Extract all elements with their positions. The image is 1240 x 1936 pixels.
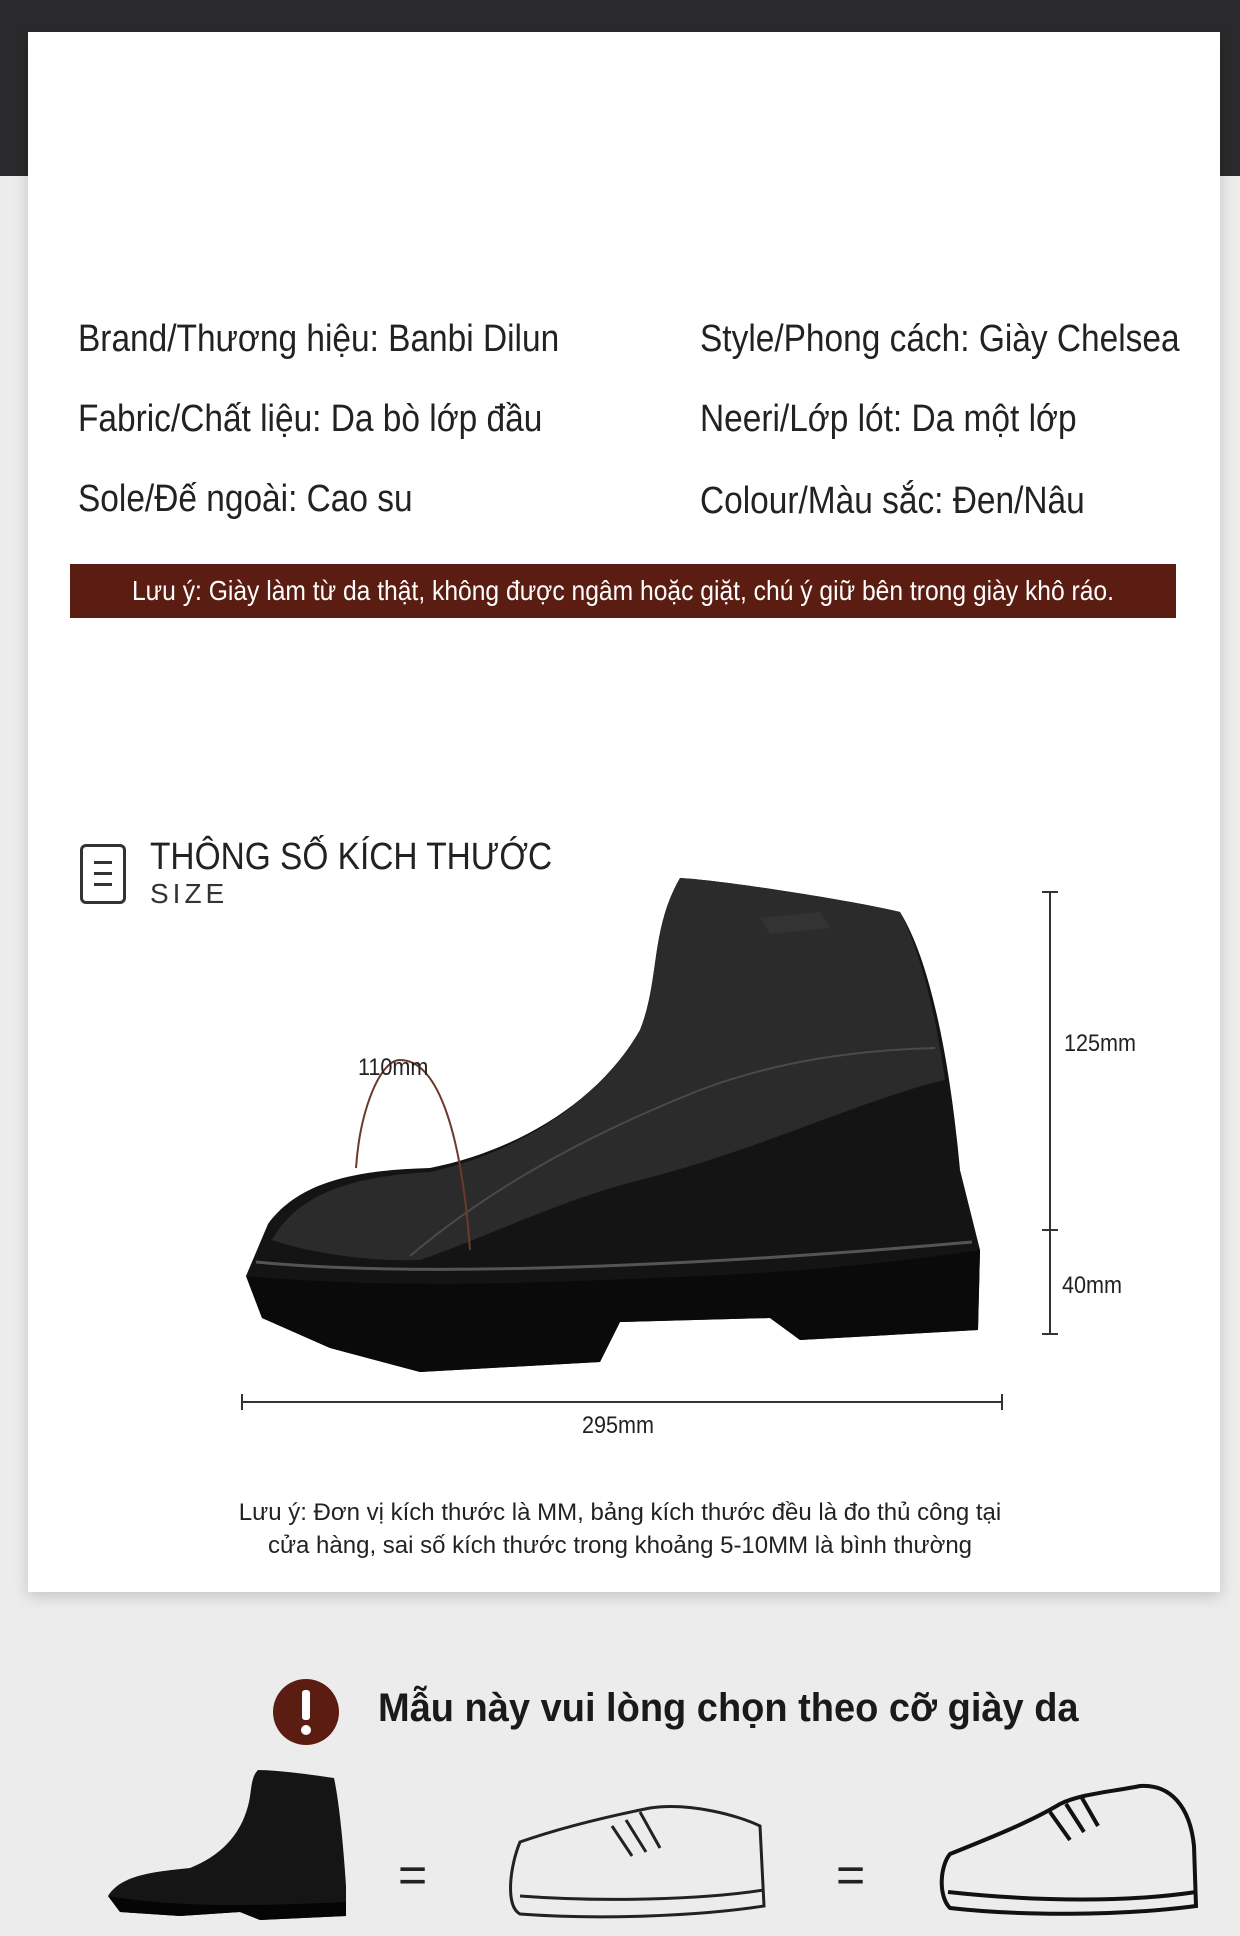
size-disclaimer-line-1: Lưu ý: Đơn vị kích thước là MM, bảng kích thước đều là đo thủ công tại xyxy=(238,1499,1002,1526)
shaft-height-label: 125mm xyxy=(1064,1030,1137,1057)
spec-lining: Neeri/Lớp lót: Da một lớp xyxy=(700,398,1077,440)
page-title: THÔNG TIN SẢN PHẨM xyxy=(381,93,859,145)
heel-height-label: 40mm xyxy=(1062,1272,1123,1299)
spec-brand: Brand/Thương hiệu: Banbi Dilun xyxy=(78,318,560,360)
sneaker-outline-icon xyxy=(942,1786,1196,1914)
size-section-subtitle: SIZE xyxy=(150,878,229,909)
equals-sign-1: = xyxy=(398,1847,428,1903)
spec-fabric: Fabric/Chất liệu: Da bò lớp đầu xyxy=(78,398,543,440)
warning-icon xyxy=(272,1678,340,1746)
size-disclaimer xyxy=(120,1496,1120,1562)
toe-height-label: 110mm xyxy=(358,1054,429,1081)
shoe-comparison-row xyxy=(0,1756,1240,1936)
equals-sign-2: = xyxy=(836,1847,866,1903)
spec-sole: Sole/Đế ngoài: Cao su xyxy=(78,478,413,520)
size-guide-text: Mẫu này vui lòng chọn theo cỡ giày da xyxy=(378,1686,1079,1730)
size-section-title: THÔNG SỐ KÍCH THƯỚC xyxy=(150,836,553,878)
spec-style: Style/Phong cách: Giày Chelsea xyxy=(700,318,1180,360)
chelsea-boot-image xyxy=(246,878,980,1372)
size-disclaimer-line-2: cửa hàng, sai số kích thước trong khoảng 5-10MM là bình thường xyxy=(267,1532,973,1559)
chelsea-boot-thumbnail-icon xyxy=(108,1770,346,1920)
care-note-text: Lưu ý: Giày làm từ da thật, không được ngâm hoặc giặt, chú ý giữ bên trong giày khô ráo. xyxy=(131,575,1115,606)
length-label: 295mm xyxy=(582,1412,655,1439)
dress-shoe-outline-icon xyxy=(511,1807,764,1917)
spec-colour: Colour/Màu sắc: Đen/Nâu xyxy=(700,480,1085,522)
